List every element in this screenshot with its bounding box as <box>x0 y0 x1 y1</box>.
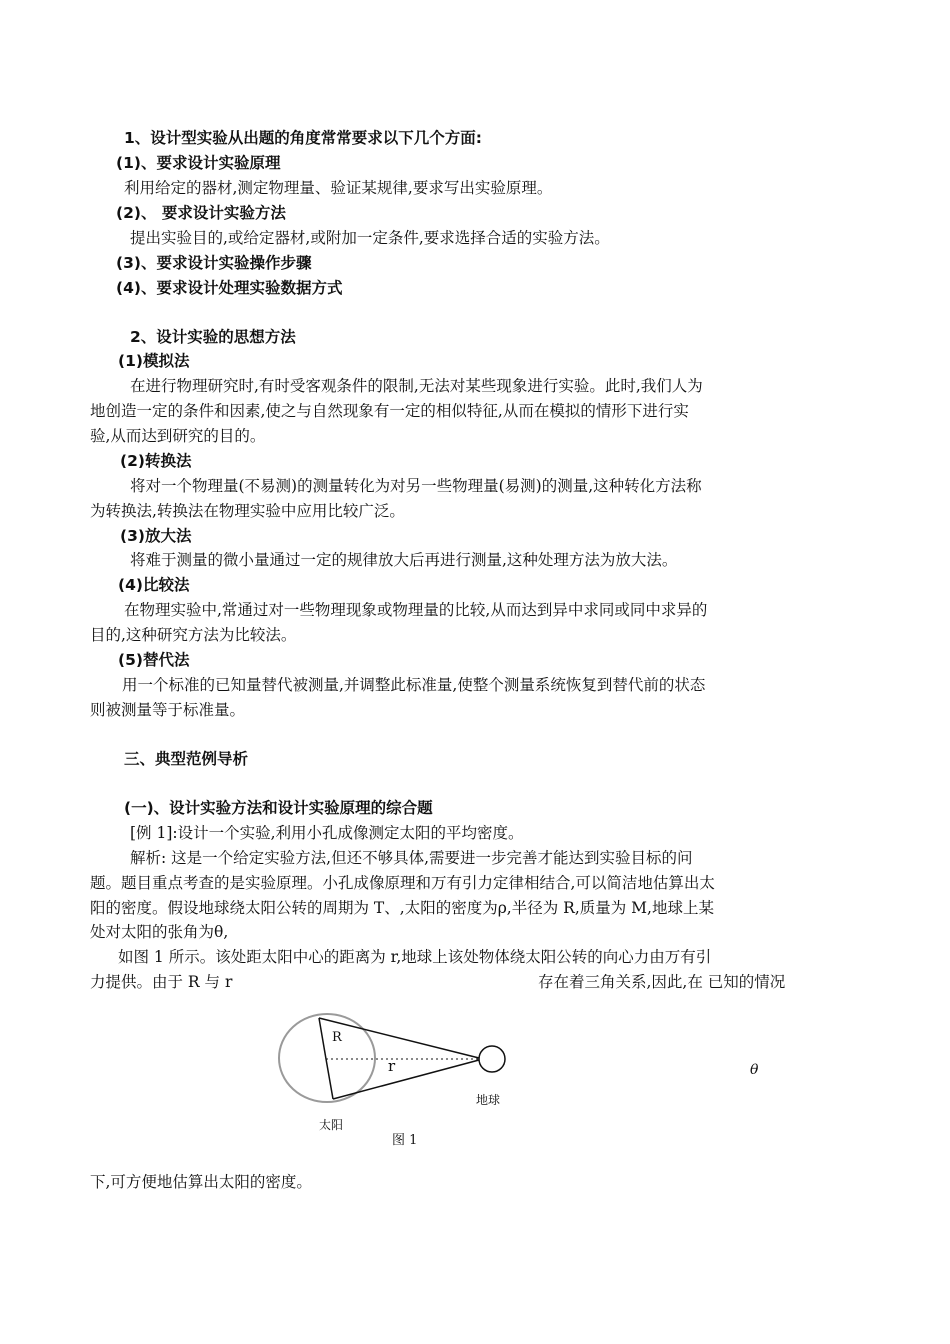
analysis-line5: 如图 1 所示。该处距太阳中心的距离为 r,地球上该处物体绕太阳公转的向心力由万有引 <box>118 948 712 966</box>
theta-symbol: θ <box>750 1062 759 1078</box>
method5-line2: 则被测量等于标准量。 <box>90 701 246 719</box>
method2-line2: 为转换法,转换法在物理实验中应用比较广泛。 <box>90 502 405 520</box>
analysis-last-line: 下,可方便地估算出太阳的密度。 <box>90 1173 312 1191</box>
example-statement: [例 1]:设计一个实验,利用小孔成像测定太阳的平均密度。 <box>130 824 524 842</box>
method2-line1: 将对一个物理量(不易测)的测量转化为对另一些物理量(易测)的测量,这种转化方法称 <box>130 477 702 495</box>
section2-heading: 2、设计实验的思想方法 <box>130 328 296 346</box>
method4-title: (4)比较法 <box>118 576 190 594</box>
item2-title: (2)、 要求设计实验方法 <box>116 204 286 222</box>
figure-1-diagram <box>270 1010 530 1155</box>
method5-title: (5)替代法 <box>118 651 190 669</box>
method1-line2: 地创造一定的条件和因素,使之与自然现象有一定的相似特征,从而在模拟的情形下进行实 <box>90 402 689 420</box>
label-r: r <box>388 1057 396 1075</box>
section3-heading: 三、典型范例导析 <box>124 750 249 768</box>
method4-line2: 目的,这种研究方法为比较法。 <box>90 626 297 644</box>
item3-title: (3)、要求设计实验操作步骤 <box>116 254 312 272</box>
method5-line1: 用一个标准的已知量替代被测量,并调整此标准量,使整个测量系统恢复到替代前的状态 <box>122 676 706 694</box>
ray-lower <box>333 1060 479 1099</box>
analysis-line3: 阳的密度。假设地球绕太阳公转的周期为 T、,太阳的密度为ρ,半径为 R,质量为 M,地球上某 <box>90 899 714 917</box>
section3-subheading: (一)、设计实验方法和设计实验原理的综合题 <box>124 799 433 817</box>
method1-line3: 验,从而达到研究的目的。 <box>90 427 266 445</box>
method2-title: (2)转换法 <box>120 452 192 470</box>
item4-title: (4)、要求设计处理实验数据方式 <box>116 279 343 297</box>
analysis-line1: 解析: 这是一个给定实验方法,但还不够具体,需要进一步完善才能达到实验目标的问 <box>130 849 693 867</box>
analysis-line2: 题。题目重点考查的是实验原理。小孔成像原理和万有引力定律相结合,可以简洁地估算出太 <box>90 874 715 892</box>
analysis-line4: 处对太阳的张角为θ, <box>90 923 229 941</box>
item1-title: (1)、要求设计实验原理 <box>116 154 281 172</box>
label-sun: 太阳 <box>319 1118 344 1132</box>
method4-line1: 在物理实验中,常通过对一些物理现象或物理量的比较,从而达到异中求同或同中求异的 <box>124 601 708 619</box>
sun-circle <box>279 1014 375 1102</box>
item1-text: 利用给定的器材,测定物理量、验证某规律,要求写出实验原理。 <box>124 179 553 197</box>
method3-line1: 将难于测量的微小量通过一定的规律放大后再进行测量,这种处理方法为放大法。 <box>130 551 678 569</box>
label-earth: 地球 <box>476 1093 501 1107</box>
radius-upper <box>319 1018 326 1059</box>
method1-title: (1)模拟法 <box>118 352 190 370</box>
earth-circle <box>479 1046 505 1072</box>
method1-line1: 在进行物理研究时,有时受客观条件的限制,无法对某些现象进行实验。此时,我们人为 <box>130 377 703 395</box>
analysis-line6a: 力提供。由于 R 与 r <box>90 973 233 991</box>
method3-title: (3)放大法 <box>120 527 192 545</box>
ray-upper <box>319 1018 479 1058</box>
figure-caption: 图 1 <box>392 1133 418 1148</box>
section1-heading: 1、设计型实验从出题的角度常常要求以下几个方面: <box>124 129 482 147</box>
label-R: R <box>332 1030 342 1045</box>
radius-lower <box>326 1059 333 1099</box>
analysis-line6b: 存在着三角关系,因此,在 已知的情况 <box>538 973 786 991</box>
item2-text: 提出实验目的,或给定器材,或附加一定条件,要求选择合适的实验方法。 <box>130 229 610 247</box>
